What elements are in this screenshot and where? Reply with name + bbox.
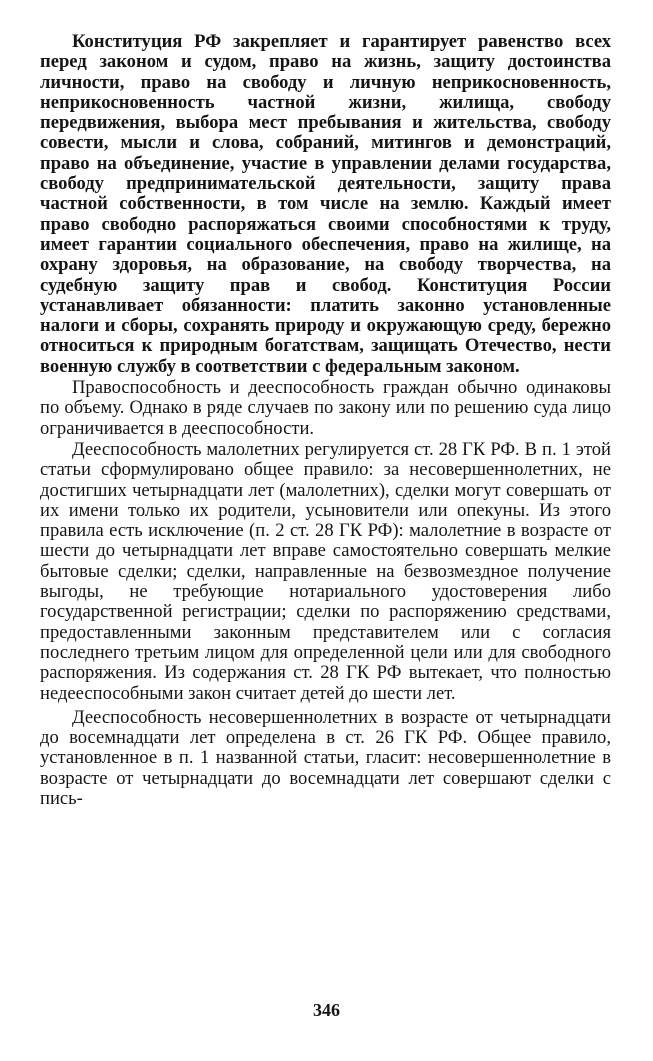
page-body	[40, 32, 611, 809]
paragraph-teen-capacity: Дееспособность несовершеннолетних в возрасте от четырнадцати до восемнадцати лет определена в ст. 26 ГК РФ. Общее правило, установленное в п. 1 названной статьи, гласит: несовершеннолетние в возрасте от четырнадцати до восемнадцати лет совершают сделки с пись-	[40, 706, 611, 809]
paragraph-minors-capacity: Дееспособность малолетних регулируется ст. 28 ГК РФ. В п. 1 этой статьи сформулировано общее правило: за несовершеннолетних, не достигших четырнадцати лет (малолетних), сделки могут совершать от их имени только их родители, усыновители или опекуны. Из этого правила есть исключение (п. 2 ст. 28 ГК РФ): малолетние в возрасте от шести до четырнадцати лет вправе самостоятельно совершать мелкие бытовые сделки; сделки, направленные на безвозмездное получение выгоды, не требующие нотариального удостоверения либо государственной регистрации; сделки по распоряжению средствами, предоставленными законным представителем или с согласия последнего третьим лицом для определенной цели или для свободного распоряжения. Из содержания ст. 28 ГК РФ вытекает, что полностью недееспособными закон считает детей до шести лет.	[40, 438, 611, 704]
page-number: 346	[313, 1000, 340, 1020]
paragraph-legal-capacity: Правоспособность и дееспособность граждан обычно одинаковы по объему. Однако в ряде случаев по закону или по решению суда лицо ограничивается в дееспособности.	[40, 377, 611, 439]
paragraph-constitution-rights: Конституция РФ закрепляет и гарантирует равенство всех перед законом и судом, право на жизнь, защиту достоинства личности, право на свободу и личную неприкосновенность, неприкосновенность частной жизни, жилища, свободу передвижения, выбора мест пребывания и жительства, свободу совести, мысли и слова, собраний, митингов и демонстраций, право на объединение, участие в управлении делами государства, свободу предпринимательской деятельности, защиту права частной собственности, в том числе на землю. Каждый имеет право свободно распоряжаться своими способностями к труду, имеет гарантии социального обеспечения, право на жилище, на охрану здоровья, на образование, на свободу творчества, на судебную защиту прав и свобод. Конституция России устанавливает обязанности: платить законно установленные налоги и сборы, сохранять природу и окружающую среду, бережно относиться к природным богатствам, защищать Отечество, нести военную службу в соответствии с федеральным законом.	[40, 31, 611, 377]
